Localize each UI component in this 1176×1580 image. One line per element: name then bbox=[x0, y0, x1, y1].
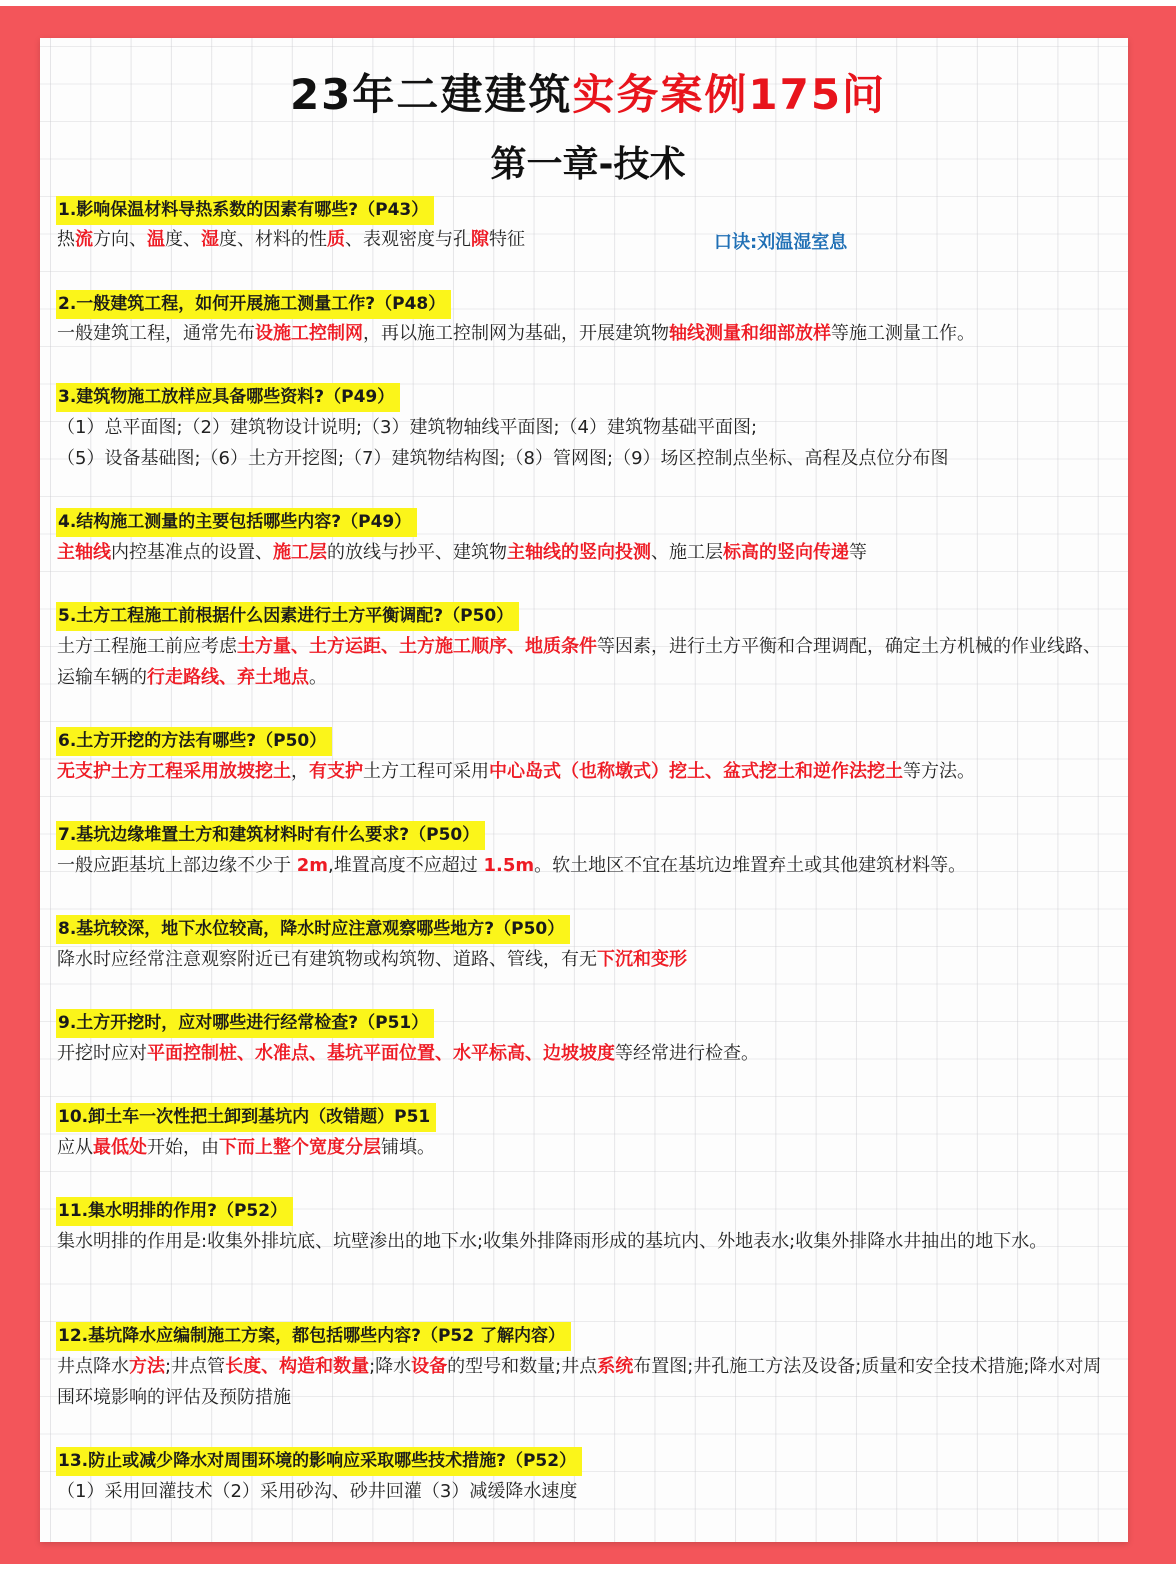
answer-text: 方向、 bbox=[93, 229, 147, 250]
emphasis-text: 主轴线的竖向投测 bbox=[507, 542, 651, 563]
emphasis-text: 平面控制桩、水准点、基坑平面位置、水平标高、边坡坡度 bbox=[147, 1043, 615, 1064]
answer-text: 、表观密度与孔 bbox=[345, 229, 471, 250]
emphasis-text: 湿 bbox=[201, 229, 219, 250]
answer-text: 的型号和数量;井点 bbox=[447, 1356, 598, 1377]
emphasis-text: 设备 bbox=[411, 1356, 448, 1377]
emphasis-text: 设施工控制网 bbox=[255, 323, 363, 344]
chapter-subtitle: 第一章-技术 bbox=[490, 144, 686, 185]
answer-text: 热 bbox=[57, 229, 75, 250]
answer-text: 度、材料的性 bbox=[219, 229, 327, 250]
answer-6 bbox=[57, 756, 1117, 787]
emphasis-text: 下沉和变形 bbox=[597, 949, 687, 970]
answer-text: 、施工层 bbox=[651, 542, 723, 563]
answer-text: 一般建筑工程，通常先布 bbox=[57, 323, 255, 344]
title-red: 实务案例175问 bbox=[572, 70, 887, 119]
answer-text: 土方工程施工前应考虑 bbox=[57, 636, 237, 657]
answer-text: 等 bbox=[849, 542, 867, 563]
emphasis-text: 流 bbox=[75, 229, 93, 250]
emphasis-text: 2m bbox=[296, 855, 329, 876]
question-8: 8.基坑较深，地下水位较高，降水时应注意观察哪些地方?（P50） bbox=[56, 915, 570, 944]
answer-5 bbox=[57, 631, 1117, 693]
answer-3-line-1: （1）总平面图;（2）建筑物设计说明;（3）建筑物轴线平面图;（4）建筑物基础平面图; bbox=[57, 417, 758, 438]
emphasis-text: 方法 bbox=[129, 1356, 165, 1377]
answer-text: ,堆置高度不应超过 bbox=[328, 855, 484, 876]
answer-text: 等方法。 bbox=[903, 761, 975, 782]
answer-text: 一般应距基坑上部边缘不少于 bbox=[57, 855, 297, 876]
answer-3-line-2: （5）设备基础图;（6）土方开挖图;（7）建筑物结构图;（8）管网图;（9）场区控制点坐标、高程及点位分布图 bbox=[57, 448, 949, 469]
answer-11 bbox=[57, 1226, 1117, 1257]
emphasis-text: 下而上整个宽度分层 bbox=[219, 1137, 381, 1158]
answer-2 bbox=[57, 318, 1117, 349]
answer-text: （1）采用回灌技术（2）采用砂沟、砂井回灌（3）减缓降水速度 bbox=[57, 1481, 578, 1502]
question-3: 3.建筑物施工放样应具备哪些资料?（P49） bbox=[56, 383, 400, 412]
question-11: 11.集水明排的作用?（P52） bbox=[56, 1197, 293, 1226]
mnemonic-tip: 口诀:刘温湿室息 bbox=[714, 232, 848, 253]
question-4: 4.结构施工测量的主要包括哪些内容?（P49） bbox=[56, 508, 417, 537]
emphasis-text: 轴线测量和细部放样 bbox=[669, 323, 831, 344]
answer-text: 等经常进行检查。 bbox=[615, 1043, 759, 1064]
answer-text: 布置图;井孔施工方法及设备;质量和安全技术措施;降水对周围环境影响的评估及预防措施 bbox=[57, 1356, 1102, 1408]
answer-text: ;井点管 bbox=[165, 1356, 226, 1377]
emphasis-text: 温 bbox=[147, 229, 165, 250]
answer-text: ;降水 bbox=[369, 1356, 412, 1377]
emphasis-text: 主轴线 bbox=[57, 542, 111, 563]
answer-text: 应从 bbox=[57, 1137, 93, 1158]
answer-text: 井点降水 bbox=[57, 1356, 129, 1377]
question-5: 5.土方工程施工前根据什么因素进行土方平衡调配?（P50） bbox=[56, 602, 519, 631]
emphasis-text: 质 bbox=[327, 229, 345, 250]
answer-text: 。 bbox=[309, 667, 327, 688]
emphasis-text: 无支护土方工程采用放坡挖土 bbox=[57, 761, 291, 782]
question-7: 7.基坑边缘堆置土方和建筑材料时有什么要求?（P50） bbox=[56, 821, 485, 850]
answer-8 bbox=[57, 944, 1117, 975]
grid-paper-card bbox=[40, 38, 1128, 1542]
answer-text: ， bbox=[291, 761, 309, 782]
answer-13 bbox=[57, 1476, 1117, 1507]
page-title bbox=[0, 62, 1176, 122]
emphasis-text: 系统 bbox=[597, 1356, 634, 1377]
question-1: 1.影响保温材料导热系数的因素有哪些?（P43） bbox=[56, 196, 434, 225]
answer-1 bbox=[57, 224, 1117, 255]
emphasis-text: 土方量、土方运距、土方施工顺序、地质条件 bbox=[237, 636, 597, 657]
title-black: 23年二建建筑 bbox=[289, 70, 573, 119]
answer-7 bbox=[57, 850, 1117, 881]
answer-text: 开始，由 bbox=[147, 1137, 219, 1158]
answer-text: 内控基准点的设置、 bbox=[111, 542, 273, 563]
answer-12 bbox=[57, 1351, 1117, 1413]
question-6: 6.土方开挖的方法有哪些?（P50） bbox=[56, 727, 332, 756]
answer-text: 集水明排的作用是:收集外排坑底、坑壁渗出的地下水;收集外排降雨形成的基坑内、外地表水;收集外排降水井抽出的地下水。 bbox=[57, 1231, 1048, 1252]
emphasis-text: 中心岛式（也称墩式）挖土、盆式挖土和逆作法挖土 bbox=[489, 761, 903, 782]
question-10: 10.卸土车一次性把土卸到基坑内（改错题）P51 bbox=[56, 1103, 436, 1132]
emphasis-text: 长度、构造和数量 bbox=[225, 1356, 370, 1377]
emphasis-text: 施工层 bbox=[273, 542, 327, 563]
answer-text: ，再以施工控制网为基础，开展建筑物 bbox=[363, 323, 669, 344]
emphasis-text: 最低处 bbox=[93, 1137, 147, 1158]
answer-text: 降水时应经常注意观察附近已有建筑物或构筑物、道路、管线，有无 bbox=[57, 949, 597, 970]
question-13: 13.防止或减少降水对周围环境的影响应采取哪些技术措施?（P52） bbox=[56, 1447, 582, 1476]
answer-10 bbox=[57, 1132, 1117, 1163]
answer-text: 特征 bbox=[489, 229, 525, 250]
question-12: 12.基坑降水应编制施工方案，都包括哪些内容?（P52 了解内容） bbox=[56, 1322, 571, 1351]
answer-text: 。软土地区不宜在基坑边堆置弃土或其他建筑材料等。 bbox=[534, 855, 967, 876]
answer-9 bbox=[57, 1038, 1117, 1069]
answer-text: 铺填。 bbox=[381, 1137, 435, 1158]
question-2: 2.一般建筑工程，如何开展施工测量工作?（P48） bbox=[56, 290, 451, 319]
answer-text: 土方工程可采用 bbox=[363, 761, 489, 782]
emphasis-text: 有支护 bbox=[309, 761, 363, 782]
emphasis-text: 1.5m bbox=[483, 855, 535, 876]
answer-text: 的放线与抄平、建筑物 bbox=[327, 542, 507, 563]
answer-text: 度、 bbox=[165, 229, 201, 250]
emphasis-text: 标高的竖向传递 bbox=[723, 542, 849, 563]
answer-text: 开挖时应对 bbox=[57, 1043, 147, 1064]
answer-text: 等因素，进行土方平衡和合理调配，确定土方机械的作业线路、运输车辆的 bbox=[57, 636, 1101, 688]
emphasis-text: 隙 bbox=[471, 229, 489, 250]
answer-4 bbox=[57, 537, 1117, 568]
emphasis-text: 行走路线、弃土地点 bbox=[147, 667, 309, 688]
answer-text: 等施工测量工作。 bbox=[831, 323, 975, 344]
question-9: 9.土方开挖时，应对哪些进行经常检查?（P51） bbox=[56, 1009, 434, 1038]
